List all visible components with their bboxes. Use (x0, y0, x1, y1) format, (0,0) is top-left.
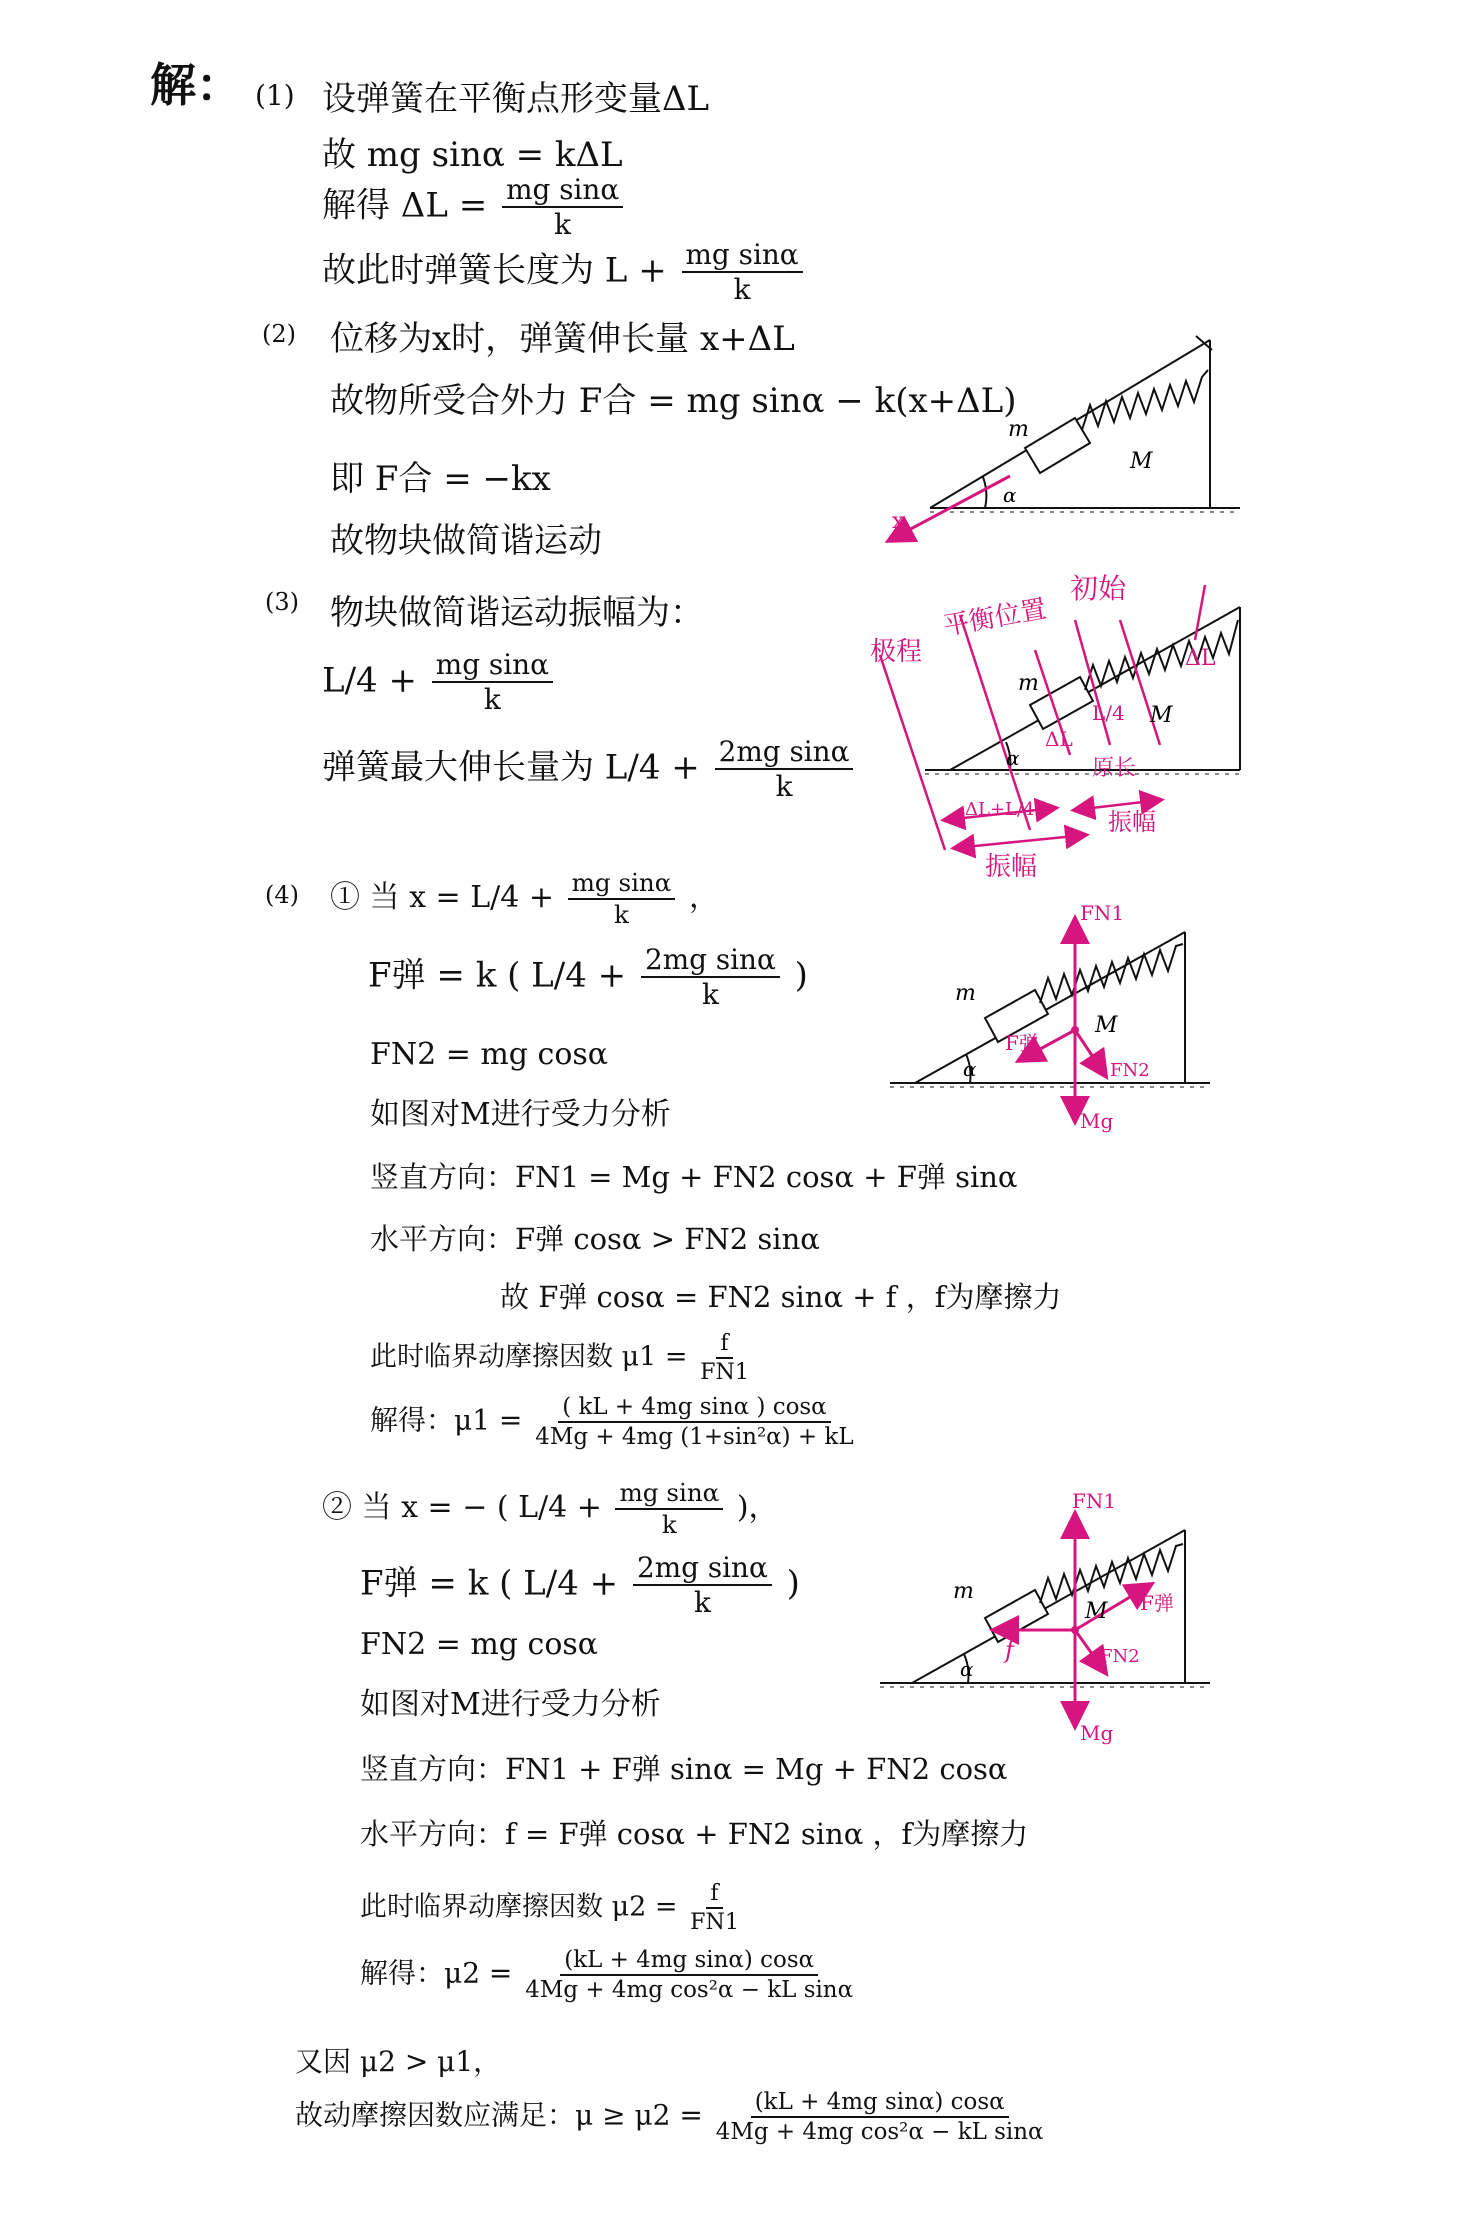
cond-prefix: ① 当 x = (330, 879, 461, 915)
solution-header: 解： (150, 58, 242, 112)
fig4-alpha-label: α (960, 1657, 974, 1681)
frac-num: (kL + 4mg sinα) cosα (751, 2090, 1009, 2118)
frac-num: ( kL + 4mg sinα ) cosα (558, 1395, 831, 1423)
fig3-FN1-label: FN1 (1080, 901, 1125, 925)
frac-den: k (554, 208, 572, 242)
frac-num: (kL + 4mg sinα) cosα (560, 1948, 818, 1976)
solve-prefix: 解得：μ1 = (370, 1403, 523, 1437)
part1-line2: 故 mg sinα = kΔL (322, 135, 623, 175)
final-prefix: 故动摩擦因数应满足：μ ≥ μ2 = (295, 2098, 703, 2132)
fig2-dL-label: ΔL (1045, 727, 1073, 751)
case2-horizontal: 水平方向：f = F弹 cosα + FN2 sinα ，f为摩擦力 (360, 1817, 1029, 1851)
frac-den: k (775, 770, 793, 804)
frac-num: f (706, 1882, 722, 1909)
fs-prefix: F弹 = k ( L/4 + (368, 955, 627, 996)
frac-num: f (716, 1332, 732, 1359)
fig3-FN2-label: FN2 (1110, 1060, 1150, 1081)
frac-num: 2mg sinα (641, 945, 780, 978)
fig1-alpha-label: α (1003, 483, 1017, 507)
fig4-center-dot (1071, 1626, 1079, 1634)
case1-fn2: FN2 = mg cosα (370, 1037, 609, 1072)
fig2-natural-label: 原长 (1092, 756, 1137, 781)
fig2-top-dL-label: ΔL (1185, 646, 1216, 671)
frac-num: mg sinα (502, 175, 623, 208)
solve-prefix: 解得：μ2 = (360, 1956, 513, 1990)
fig2-dL-L4-label: ΔL+L/4 (965, 799, 1035, 820)
fig2-initial-label: 初始 (1070, 572, 1127, 605)
fig2-equilibrium-label: 平衡位置 (941, 594, 1049, 642)
fs-suffix: ) (786, 1563, 800, 1604)
fig2-amplitude1-label: 振幅 (1108, 808, 1156, 836)
frac-den: FN1 (700, 1359, 749, 1386)
fig4-M-label: M (1085, 1599, 1108, 1624)
mu-prefix: 此时临界动摩擦因数 μ1 = (370, 1341, 688, 1373)
frac-num: mg sinα (615, 1480, 723, 1510)
cond-prefix: ② 当 x = − ( (322, 1489, 509, 1525)
part1-line3-prefix: 解得 ΔL = (322, 185, 488, 226)
part1-line4-prefix: 故此时弹簧长度为 L + (322, 250, 667, 291)
frac-num: mg sinα (432, 650, 553, 683)
fig2-m-label: m (1018, 671, 1039, 696)
cond-mid: L/4 + (470, 879, 555, 915)
cond-suffix: )， (736, 1489, 779, 1525)
fig3-m-label: m (955, 981, 976, 1006)
fig2-L4-label: L/4 (1092, 701, 1125, 725)
case1-analysis: 如图对M进行受力分析 (370, 1097, 671, 1132)
frac-den: k (693, 1586, 711, 1620)
cond-suffix: ， (688, 879, 719, 915)
frac-den: k (733, 273, 751, 307)
case2-analysis: 如图对M进行受力分析 (360, 1687, 661, 1722)
fig2-M-label: M (1150, 703, 1173, 728)
fig3-center-dot (1071, 1026, 1079, 1034)
frac-den: k (614, 899, 629, 929)
frac-num: mg sinα (682, 240, 803, 273)
frac-num: 2mg sinα (715, 737, 854, 770)
frac-den: FN1 (690, 1909, 739, 1936)
frac-den: k (661, 1509, 677, 1539)
fig4-Fspring-label: F弹 (1140, 1591, 1174, 1615)
fs-prefix: F弹 = k ( L/4 + (360, 1563, 619, 1604)
fig1-x-label: x (892, 509, 905, 534)
fig4-Mg-label: Mg (1080, 1721, 1114, 1745)
fig3-alpha-label: α (963, 1057, 977, 1081)
compare-line: 又因 μ2 > μ1， (295, 2045, 502, 2078)
part2-line4: 故物块做简谐运动 (330, 521, 602, 561)
fig2-alpha-label: α (1006, 746, 1020, 770)
part3-line1: 物块做简谐运动振幅为： (330, 593, 704, 633)
fig1-m-label: m (1008, 417, 1029, 442)
part1-number: (1) (255, 79, 295, 112)
figure-incline-3 (890, 932, 1210, 1087)
part2-number: (2) (262, 320, 296, 348)
frac-den: 4Mg + 4mg (1+sin²α) + kL (535, 1424, 854, 1451)
part2-line2: 故物所受合外力 F合 = mg sinα − k(x+ΔL) (330, 381, 1017, 421)
frac-num: 2mg sinα (633, 1553, 772, 1586)
part3-number: (3) (265, 588, 299, 616)
frac-den: 4Mg + 4mg cos²α − kL sinα (525, 1977, 854, 2004)
frac-den: k (701, 978, 719, 1012)
figure-incline-1 (930, 336, 1240, 512)
case1-so: 故 F弹 cosα = FN2 sinα + f ，f为摩擦力 (500, 1280, 1062, 1314)
fig4-FN2-label: FN2 (1100, 1646, 1140, 1667)
part3-line3-prefix: 弹簧最大伸长量为 L/4 + (322, 747, 700, 788)
part4-number: (4) (265, 881, 299, 909)
frac-num: mg sinα (568, 870, 676, 900)
frac-den: 4Mg + 4mg cos²α − kL sinα (715, 2119, 1044, 2146)
fig4-FN1-label: FN1 (1072, 1489, 1117, 1513)
part1-line1: 设弹簧在平衡点形变量ΔL (322, 79, 710, 119)
fig2-extreme-label: 极程 (870, 637, 923, 667)
fs-suffix: ) (794, 955, 808, 996)
part3-line2-prefix: L/4 + (322, 660, 417, 701)
fig1-M-label: M (1130, 449, 1153, 474)
case1-horizontal: 水平方向：F弹 cosα > FN2 sinα (370, 1222, 820, 1256)
case2-vertical: 竖直方向：FN1 + F弹 sinα = Mg + FN2 cosα (360, 1752, 1008, 1786)
fig3-Mg-label: Mg (1080, 1109, 1114, 1133)
case2-fn2: FN2 = mg cosα (360, 1627, 599, 1662)
part2-line3: 即 F合 = −kx (330, 459, 551, 499)
case1-vertical: 竖直方向：FN1 = Mg + FN2 cosα + F弹 sinα (370, 1160, 1018, 1194)
fig4-m-label: m (953, 1579, 974, 1604)
fig2-amplitude2-label: 振幅 (985, 852, 1038, 882)
frac-den: k (483, 683, 501, 717)
part2-line1: 位移为x时，弹簧伸长量 x+ΔL (330, 319, 795, 359)
mu-prefix: 此时临界动摩擦因数 μ2 = (360, 1891, 678, 1923)
fig3-Fspring-label: F弹 (1005, 1031, 1039, 1055)
fig3-M-label: M (1095, 1013, 1118, 1038)
cond-mid: L/4 + (518, 1489, 602, 1525)
fig4-f-label: f (1005, 1636, 1014, 1664)
